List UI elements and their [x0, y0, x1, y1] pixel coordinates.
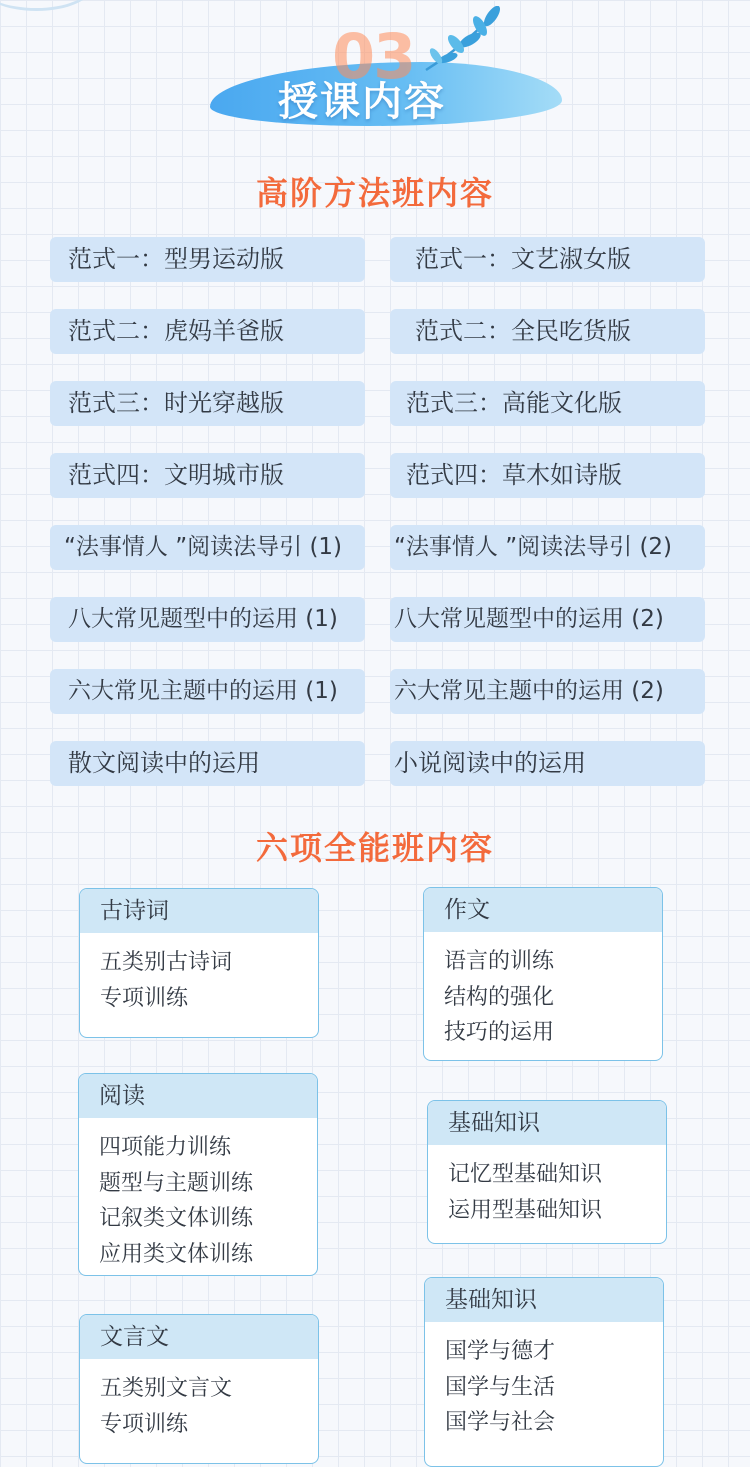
pill-item: 范式四：草木如诗版: [390, 453, 705, 498]
card-line: 五类别古诗词: [100, 950, 233, 975]
pill-item: 范式二：虎妈羊爸版: [50, 309, 365, 354]
badge-number: 03: [332, 20, 415, 93]
card-line: 国学与德才: [445, 1339, 556, 1364]
pill-item: 六大常见主题中的运用 (2): [390, 669, 705, 714]
card-title: 基础知识: [428, 1101, 666, 1145]
card-line: 国学与生活: [445, 1374, 556, 1400]
card-line: 语言的训练: [444, 949, 555, 974]
card-title: 作文: [424, 888, 662, 932]
card-line: 国学与社会: [445, 1410, 556, 1435]
pill-item: “法事情人 ”阅读法导引 (1): [50, 525, 365, 570]
card-line: 四项能力训练: [99, 1135, 232, 1160]
card-line: 记叙类文体训练: [99, 1206, 254, 1231]
pill-item: 小说阅读中的运用: [390, 741, 705, 786]
section-title-allround: 六项全能班内容: [255, 829, 494, 867]
card-line: 五类别文言文: [100, 1376, 233, 1401]
card-basic-knowledge-sinology: [424, 1277, 664, 1467]
card-line: 应用类文体训练: [99, 1241, 254, 1267]
leaf-branch-icon: [418, 6, 518, 76]
card-title: 文言文: [80, 1315, 318, 1359]
pill-item: 范式二：全民吃货版: [390, 309, 705, 354]
card-line: 专项训练: [100, 985, 189, 1011]
section-title-advanced: 高阶方法班内容: [255, 174, 494, 212]
card-line: 运用型基础知识: [448, 1197, 603, 1223]
pill-item: 范式四：文明城市版: [50, 453, 365, 498]
decorative-arc: [0, 0, 93, 11]
pill-item: “法事情人 ”阅读法导引 (2): [390, 525, 705, 570]
pill-item: 范式一：型男运动版: [50, 237, 365, 282]
card-composition: [423, 887, 663, 1061]
pill-item: 范式三：高能文化版: [390, 381, 705, 426]
card-reading: [78, 1073, 318, 1276]
card-line: 题型与主题训练: [99, 1170, 254, 1196]
card-line: 技巧的运用: [444, 1020, 555, 1045]
card-line: 记忆型基础知识: [448, 1162, 603, 1187]
pill-item: 散文阅读中的运用: [50, 741, 365, 786]
card-basic-knowledge: [427, 1100, 667, 1244]
card-ancient-poetry: [79, 888, 319, 1038]
pill-item: 八大常见题型中的运用 (2): [390, 597, 705, 642]
card-line: 结构的强化: [444, 984, 555, 1010]
card-classical-chinese: [79, 1314, 319, 1464]
badge-title: 授课内容: [278, 79, 446, 125]
card-title: 古诗词: [80, 889, 318, 933]
pill-item: 范式一：文艺淑女版: [390, 237, 705, 282]
card-title: 阅读: [79, 1074, 317, 1118]
card-line: 专项训练: [100, 1411, 189, 1437]
card-title: 基础知识: [425, 1278, 663, 1322]
pill-item: 八大常见题型中的运用 (1): [50, 597, 365, 642]
pill-item: 六大常见主题中的运用 (1): [50, 669, 365, 714]
pill-item: 范式三：时光穿越版: [50, 381, 365, 426]
